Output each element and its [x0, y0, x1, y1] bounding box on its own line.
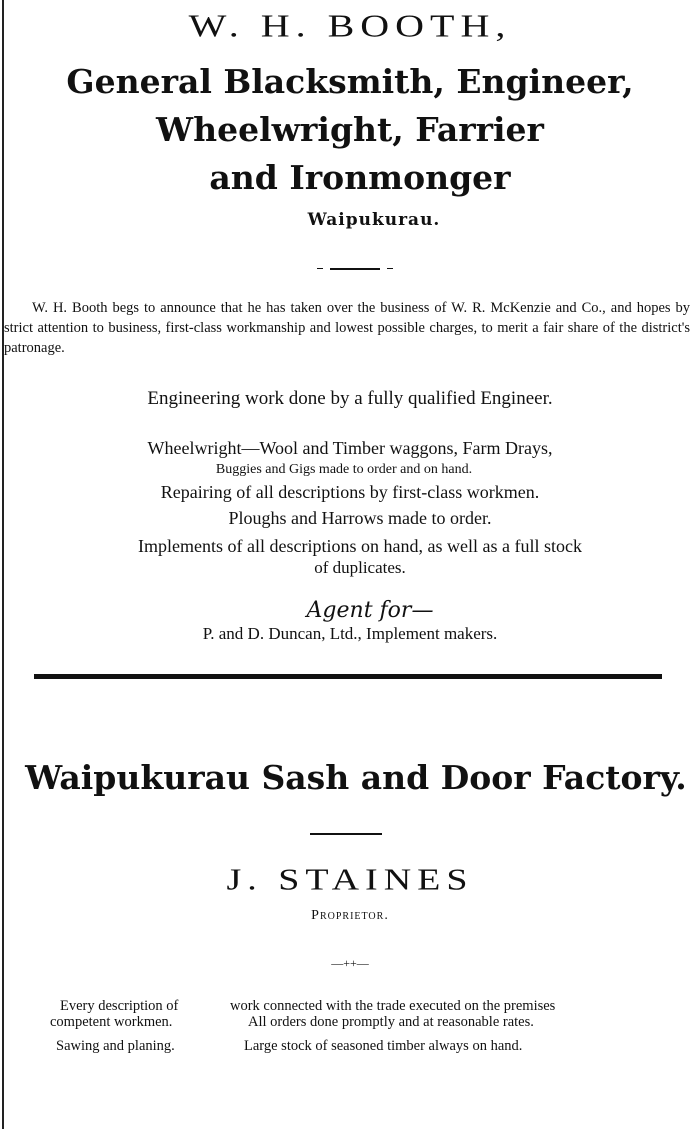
short-rule — [310, 833, 382, 835]
booth-trades-line-2: Wheelwright, Farrier — [156, 110, 544, 149]
factory-title: Waipukurau Sash and Door Factory. — [25, 758, 687, 797]
service-line: Wheelwright—Wool and Timber waggons, Farm Drays, — [147, 438, 553, 458]
row-right: All orders done promptly and at reasonable rates. — [248, 1014, 534, 1030]
service-line: Repairing of all descriptions by first-class workmen. — [160, 482, 540, 502]
service-line: Buggies and Gigs made to order and on hand. — [215, 462, 473, 477]
short-rule-dash — [387, 268, 393, 269]
ornament: —++— — [331, 956, 369, 970]
short-rule-dash — [317, 268, 323, 269]
service-line: Ploughs and Harrows made to order. — [228, 508, 492, 528]
booth-trades-line-1: General Blacksmith, Engineer, — [66, 62, 634, 101]
service-line: of duplicates. — [314, 558, 406, 577]
announcement-text: W. H. Booth begs to announce that he has taken over the business of W. R. McKenzie and Co., and hopes by strict attention to business, first-class workmanship and lowest possible charges, to merit a fair share of the district's patronage. — [4, 300, 690, 356]
booth-name: W. H. BOOTH, — [188, 7, 512, 44]
engineering-line: Engineering work done by a fully qualified Engineer. — [147, 388, 553, 409]
booth-location: Waipukurau. — [307, 210, 441, 230]
agent-heading: Agent for— — [306, 598, 434, 623]
row-left: competent workmen. — [50, 1014, 173, 1030]
booth-trades-line-3: and Ironmonger — [209, 158, 511, 197]
agent-for: P. and D. Duncan, Ltd., Implement makers. — [202, 624, 498, 643]
row-left: Sawing and planing. — [56, 1038, 175, 1054]
announcement-paragraph — [4, 298, 690, 358]
proprietor-name: J. STAINES — [226, 863, 474, 897]
proprietor-role: Proprietor. — [311, 908, 389, 923]
service-line: Implements of all descriptions on hand, as well as a full stock — [138, 536, 582, 556]
row-right: Large stock of seasoned timber always on hand. — [244, 1038, 523, 1054]
row-left: Every description of — [60, 998, 179, 1014]
short-rule — [330, 268, 380, 270]
section-divider — [34, 674, 662, 679]
row-right: work connected with the trade executed on the premises — [230, 998, 556, 1014]
